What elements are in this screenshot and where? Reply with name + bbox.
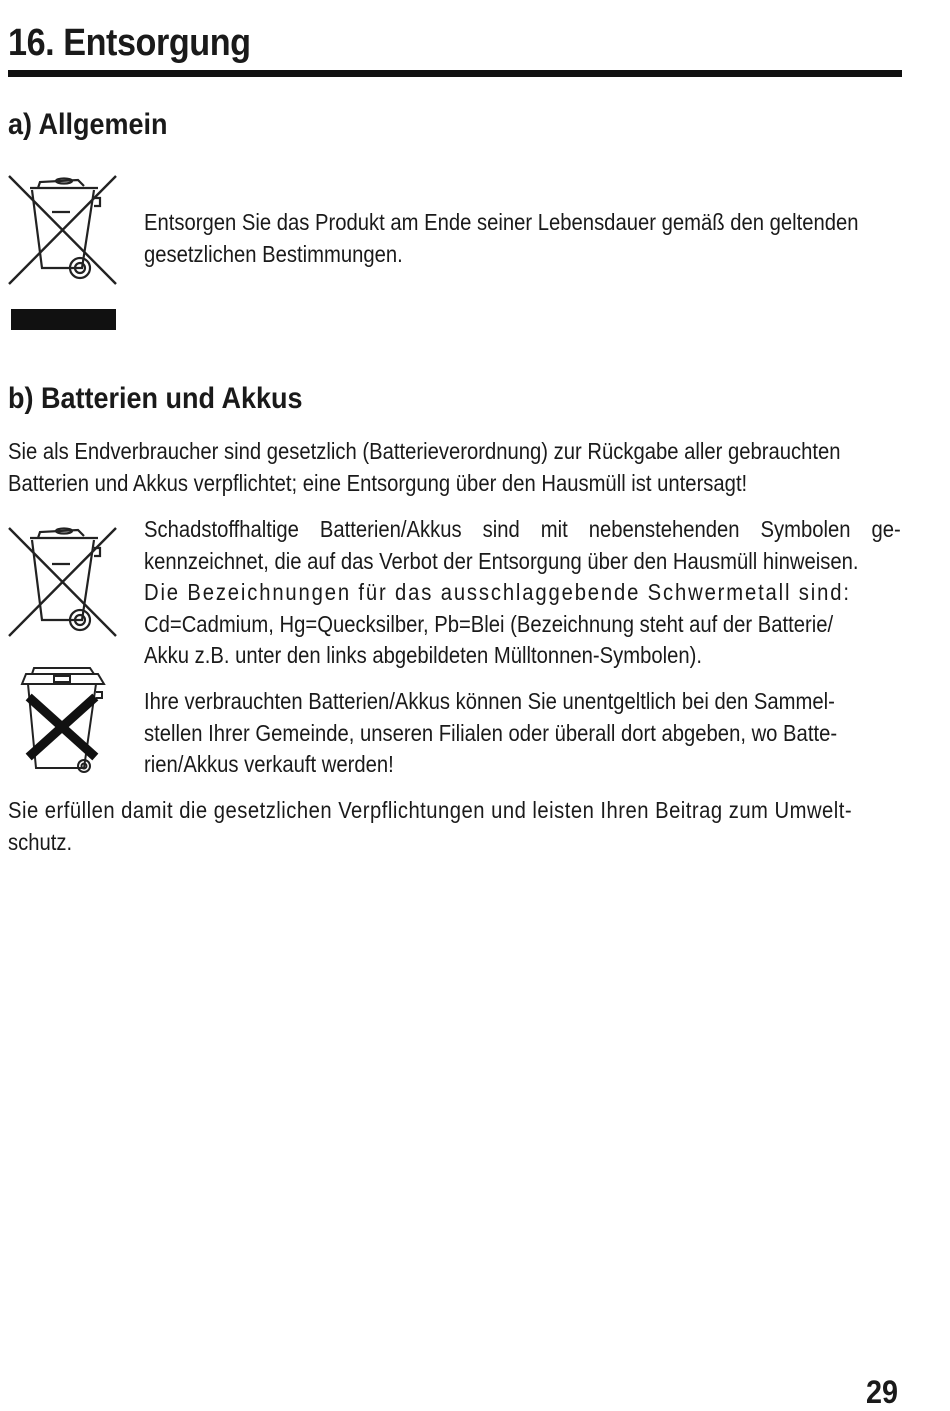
word: sind xyxy=(482,516,520,542)
word: Batterien/Akkus xyxy=(319,516,462,542)
batteries-intro xyxy=(8,436,950,499)
intro-line: Sie als Endverbraucher sind gesetzlich (Batterieverordnung) zur Rückgabe aller gebrauchten xyxy=(8,438,841,464)
batteries-closing-text xyxy=(8,795,950,858)
general-line: Entsorgen Sie das Produkt am Ende seiner Lebensdauer gemäß den geltenden xyxy=(144,209,859,235)
symbols-line: Akku z.B. unter den links abgebildeten Mülltonnen-Symbolen). xyxy=(144,642,703,668)
crossed-out-battery-bin-icon xyxy=(18,668,110,774)
return-line: stellen Ihrer Gemeinde, unseren Filialen oder überall dort abgeben, wo Batte- xyxy=(144,719,838,746)
word: Symbolen xyxy=(760,516,851,542)
closing-line: schutz. xyxy=(8,828,73,855)
symbols-line: kennzeichnet, die auf das Verbot der Entsorgung über den Hausmüll hinweisen. xyxy=(144,547,859,574)
intro-line: Batterien und Akkus verpflichtet; eine Entsorgung über den Hausmüll ist untersagt! xyxy=(8,469,748,496)
page-number: 29 xyxy=(866,1374,899,1410)
heading-batteries: b) Batterien und Akkus xyxy=(8,382,303,415)
symbols-line xyxy=(144,514,901,546)
word: nebenstehenden xyxy=(588,516,740,542)
word: ge- xyxy=(871,516,901,542)
word: Schadstoffhaltige xyxy=(144,516,299,542)
word: mit xyxy=(540,516,568,542)
closing-line: Sie erfüllen damit die gesetzlichen Verpflichtungen und leisten Ihren Beitrag zum Umwelt- xyxy=(8,797,853,823)
crossed-out-wheelie-bin-with-bar-icon xyxy=(8,176,120,334)
heading-general: a) Allgemein xyxy=(8,108,168,141)
batteries-return-text xyxy=(144,686,932,781)
title-rule xyxy=(8,70,902,77)
crossed-out-wheelie-bin-icon xyxy=(8,526,120,638)
return-line: Ihre verbrauchten Batterien/Akkus können Sie unentgeltlich bei den Sammel- xyxy=(144,688,835,714)
return-line: rien/Akkus verkauft werden! xyxy=(144,751,394,777)
section-title: 16. Entsorgung xyxy=(8,22,251,64)
general-text xyxy=(144,207,950,270)
general-line: gesetzlichen Bestimmungen. xyxy=(144,240,403,267)
symbols-line: Cd=Cadmium, Hg=Quecksilber, Pb=Blei (Bezeichnung steht auf der Batterie/ xyxy=(144,610,834,637)
batteries-symbols-text xyxy=(144,514,950,672)
symbols-line: Die Bezeichnungen für das ausschlaggebende Schwermetall sind: xyxy=(144,579,851,605)
